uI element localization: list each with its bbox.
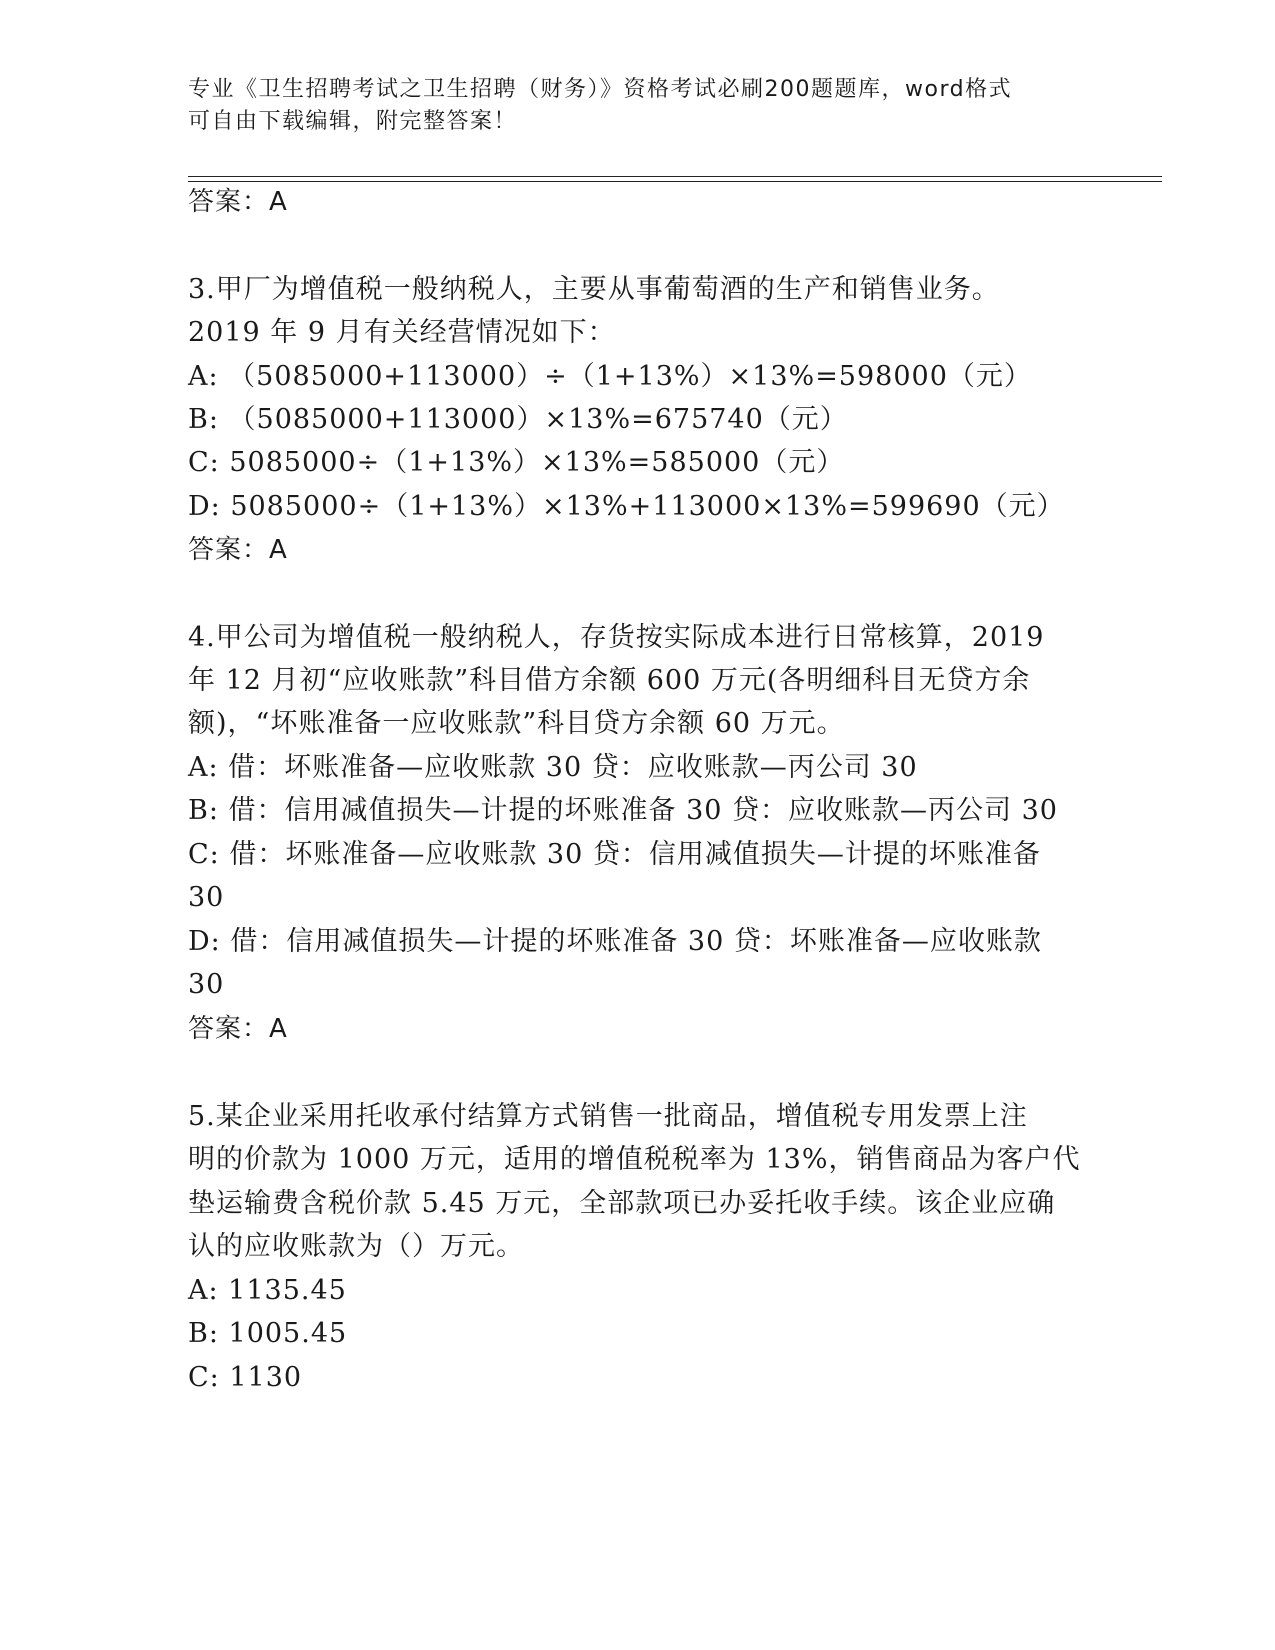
q3-option-b: B: （5085000+113000）×13%=675740（元）: [188, 404, 848, 435]
header-line-2: 可自由下载编辑，附完整答案！: [188, 109, 518, 134]
q4-answer: 答案：A: [188, 1014, 288, 1044]
answer-previous: 答案：A: [188, 187, 288, 217]
q3-option-a: A: （5085000+113000）÷（1+13%）×13%=598000（元）: [188, 361, 1032, 392]
q3-stem-line-1: 3.甲厂为增值税一般纳税人，主要从事葡萄酒的生产和销售业务。: [188, 274, 1000, 305]
q4-option-d-cont: 30: [188, 969, 225, 1000]
q5-stem-line-3: 垫运输费含税价款 5.45 万元，全部款项已办妥托收手续。该企业应确: [188, 1188, 1056, 1219]
q5-option-a: A: 1135.45: [188, 1275, 347, 1306]
q4-option-a: A: 借：坏账准备—应收账款 30 贷：应收账款—丙公司 30: [188, 752, 918, 783]
q5-option-b: B: 1005.45: [188, 1318, 348, 1349]
document-header: [188, 74, 1088, 138]
q4-option-c-cont: 30: [188, 882, 225, 913]
q5-stem-line-4: 认的应收账款为（）万元。: [188, 1231, 524, 1262]
q4-stem-line-1: 4.甲公司为增值税一般纳税人，存货按实际成本进行日常核算，2019: [188, 622, 1045, 653]
q4-stem-line-3: 额)，“坏账准备一应收账款”科目贷方余额 60 万元。: [188, 708, 845, 739]
q5-stem-line-1: 5.某企业采用托收承付结算方式销售一批商品，增值税专用发票上注: [188, 1101, 1028, 1132]
q3-answer: 答案：A: [188, 535, 288, 565]
q3-option-d: D: 5085000÷（1+13%）×13%+113000×13%=599690（元）: [188, 491, 1065, 522]
q5-option-c: C: 1130: [188, 1362, 303, 1393]
header-rule-top: [188, 176, 1162, 177]
q4-option-d: D: 借：信用减值损失—计提的坏账准备 30 贷：坏账准备—应收账款: [188, 926, 1042, 957]
header-rule-bottom: [188, 181, 1162, 182]
q5-stem-line-2: 明的价款为 1000 万元，适用的增值税税率为 13%，销售商品为客户代: [188, 1144, 1081, 1175]
q3-stem-line-2: 2019 年 9 月有关经营情况如下：: [188, 317, 616, 348]
q3-option-c: C: 5085000÷（1+13%）×13%=585000（元）: [188, 447, 845, 478]
header-line-1: 专业《卫生招聘考试之卫生招聘（财务）》资格考试必刷200题题库，word格式: [188, 77, 1013, 102]
q4-option-c: C: 借：坏账准备—应收账款 30 贷：信用减值损失—计提的坏账准备: [188, 839, 1041, 870]
q4-stem-line-2: 年 12 月初“应收账款”科目借方余额 600 万元(各明细科目无贷方余: [188, 665, 1031, 696]
q4-option-b: B: 借：信用减值损失—计提的坏账准备 30 贷：应收账款—丙公司 30: [188, 795, 1058, 826]
